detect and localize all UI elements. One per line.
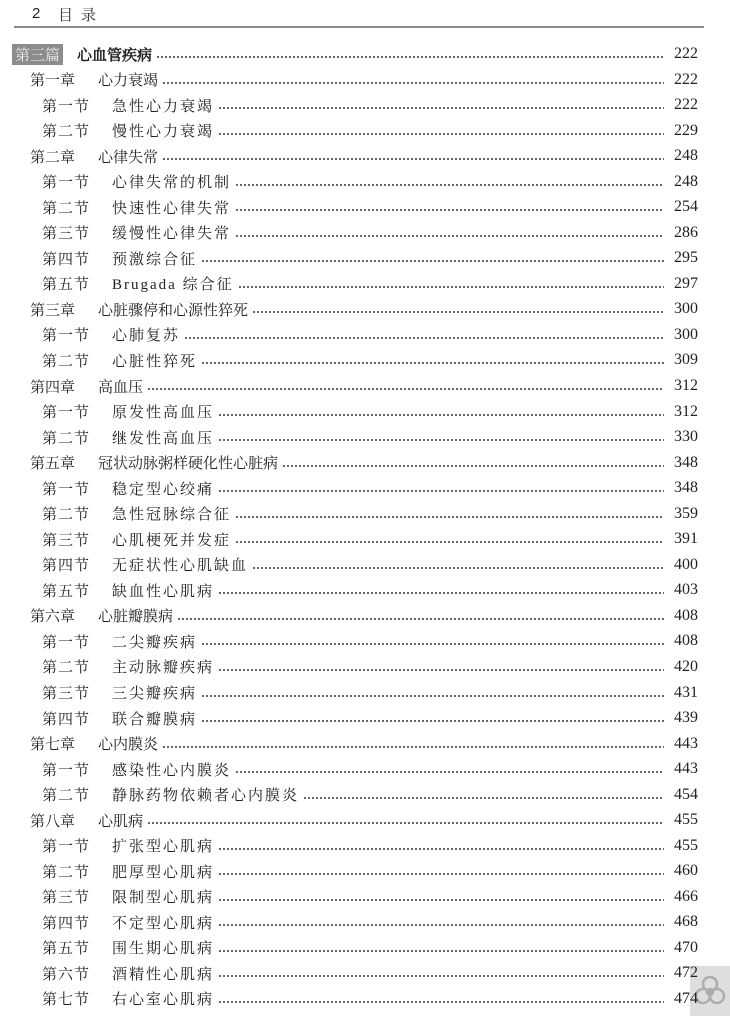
entry-title: 不定型心肌病 — [112, 915, 215, 932]
entry-page-number: 330 — [674, 428, 698, 446]
entry-label: 第四节 — [42, 711, 91, 728]
dot-leader — [218, 898, 664, 902]
toc-entry-chapter[interactable] — [30, 808, 698, 832]
entry-label: 第五章 — [30, 456, 76, 473]
dot-leader — [303, 796, 664, 800]
dot-leader — [201, 259, 664, 263]
toc-entry-chapter[interactable] — [30, 144, 698, 168]
entry-title: 冠状动脉粥样硬化性心脏病 — [98, 456, 279, 473]
entry-title: 扩张型心肌病 — [112, 839, 215, 856]
entry-label: 第二节 — [42, 353, 91, 370]
entry-page-number: 454 — [674, 785, 698, 803]
entry-label: 第一节 — [42, 762, 91, 779]
entry-title: 心脏性猝死 — [112, 353, 198, 370]
entry-title: 高血压 — [98, 379, 144, 396]
entry-label: 第五节 — [42, 277, 91, 294]
entry-title: 慢性心力衰竭 — [112, 124, 215, 141]
dot-leader — [218, 1000, 664, 1004]
entry-page-number: 222 — [674, 96, 698, 114]
entry-label: 第二章 — [30, 149, 76, 166]
toc-entry-section[interactable] — [42, 323, 698, 347]
entry-title: 原发性高血压 — [112, 405, 215, 422]
entry-page-number: 248 — [674, 172, 698, 190]
entry-label: 第四节 — [42, 915, 91, 932]
toc-entry-section[interactable] — [42, 195, 698, 219]
toc-entry-section[interactable] — [42, 553, 698, 577]
entry-title: 静脉药物依赖者心内膜炎 — [112, 788, 300, 805]
toc-entry-section[interactable] — [42, 425, 698, 449]
toc-entry-section[interactable] — [42, 961, 698, 985]
entry-page-number: 472 — [674, 964, 698, 982]
dot-leader — [218, 132, 664, 136]
entry-label: 第三节 — [42, 890, 91, 907]
entry-label: 第二节 — [42, 200, 91, 217]
entry-page-number: 466 — [674, 887, 698, 905]
entry-page-number: 300 — [674, 325, 698, 343]
entry-page-number: 359 — [674, 504, 698, 522]
entry-label: 第一节 — [42, 634, 91, 651]
entry-label: 第一节 — [42, 175, 91, 192]
dot-leader — [218, 438, 664, 442]
dot-leader — [218, 106, 664, 110]
entry-page-number: 312 — [674, 402, 698, 420]
dot-leader — [162, 157, 664, 161]
dot-leader — [218, 668, 664, 672]
dot-leader — [162, 745, 664, 749]
entry-label: 第一节 — [42, 481, 91, 498]
entry-title: 肥厚型心肌病 — [112, 864, 215, 881]
dot-leader — [177, 617, 664, 621]
dot-leader — [218, 974, 664, 978]
entry-page-number: 300 — [674, 300, 698, 318]
entry-title: 限制型心肌病 — [112, 890, 215, 907]
dot-leader — [252, 566, 664, 570]
entry-page-number: 431 — [674, 683, 698, 701]
toc-entry-section[interactable] — [42, 655, 698, 679]
entry-page-number: 400 — [674, 555, 698, 573]
toc-entry-section[interactable] — [42, 348, 698, 372]
toc-entry-section[interactable] — [42, 93, 698, 117]
dot-leader — [218, 847, 664, 851]
dot-leader — [238, 285, 664, 289]
entry-title: 心肺复苏 — [112, 328, 181, 345]
entry-page-number: 420 — [674, 657, 698, 675]
entry-label: 第六节 — [42, 966, 91, 983]
toc-entry-section[interactable] — [42, 246, 698, 270]
entry-label: 第二节 — [42, 124, 91, 141]
toc-entry-section[interactable] — [42, 859, 698, 883]
entry-title: 心律失常的机制 — [112, 175, 232, 192]
toc-entry-section[interactable] — [42, 706, 698, 730]
toc-entry-part[interactable] — [12, 42, 698, 66]
entry-label: 第三章 — [30, 302, 76, 319]
entry-title: 联合瓣膜病 — [112, 711, 198, 728]
toc-entry-chapter[interactable] — [30, 374, 698, 398]
entry-title: 预激综合征 — [112, 251, 198, 268]
entry-label: 第一节 — [42, 405, 91, 422]
toc-entry-section[interactable] — [42, 272, 698, 296]
dot-leader — [235, 183, 664, 187]
entry-page-number: 474 — [674, 989, 698, 1007]
entry-label: 第二节 — [42, 788, 91, 805]
entry-page-number: 443 — [674, 760, 698, 778]
entry-label: 第三节 — [42, 532, 91, 549]
entry-title: 缓慢性心律失常 — [112, 226, 232, 243]
toc-entry-section[interactable] — [42, 834, 698, 858]
entry-title: 二尖瓣疾病 — [112, 634, 198, 651]
entry-label: 第二节 — [42, 864, 91, 881]
toc-entry-section[interactable] — [42, 885, 698, 909]
entry-title: 心力衰竭 — [98, 73, 159, 90]
dot-leader — [218, 489, 664, 493]
entry-label: 第一章 — [30, 73, 76, 90]
entry-title: 酒精性心肌病 — [112, 966, 215, 983]
toc-entry-section[interactable] — [42, 578, 698, 602]
entry-page-number: 455 — [674, 836, 698, 854]
entry-title: Brugada 综合征 — [112, 277, 234, 294]
entry-title: 心肌病 — [98, 813, 144, 830]
toc-entry-section[interactable] — [42, 221, 698, 245]
header-title: 目录 — [58, 7, 105, 24]
toc-entry-section[interactable] — [42, 987, 698, 1011]
toc-entry-chapter[interactable] — [30, 451, 698, 475]
entry-label: 第一节 — [42, 328, 91, 345]
dot-leader — [235, 234, 664, 238]
entry-label: 第二节 — [42, 430, 91, 447]
dot-leader — [218, 872, 664, 876]
page-number: 2 — [32, 5, 41, 22]
entry-label: 第七章 — [30, 737, 76, 754]
entry-title: 稳定型心绞痛 — [112, 481, 215, 498]
entry-title: 主动脉瓣疾病 — [112, 660, 215, 677]
entry-page-number: 408 — [674, 632, 698, 650]
dot-leader — [235, 540, 664, 544]
entry-title: 围生期心肌病 — [112, 941, 215, 958]
entry-page-number: 222 — [674, 45, 698, 62]
entry-page-number: 297 — [674, 274, 698, 292]
entry-page-number: 248 — [674, 147, 698, 165]
entry-label: 第三节 — [42, 226, 91, 243]
entry-label: 第七节 — [42, 992, 91, 1009]
entry-title: 心脏瓣膜病 — [98, 609, 174, 626]
dot-leader — [235, 770, 664, 774]
toc-entry-chapter[interactable] — [30, 68, 698, 92]
dot-leader — [235, 208, 664, 212]
entry-title: 缺血性心肌病 — [112, 583, 215, 600]
entry-title: 心内膜炎 — [98, 737, 159, 754]
toc-entry-section[interactable] — [42, 527, 698, 551]
toc-entry-section[interactable] — [42, 681, 698, 705]
entry-title: 无症状性心肌缺血 — [112, 558, 249, 575]
dot-leader — [282, 464, 664, 468]
entry-page-number: 348 — [674, 453, 698, 471]
toc-entry-chapter[interactable] — [30, 297, 698, 321]
toc-entry-section[interactable] — [42, 936, 698, 960]
entry-title: 急性冠脉综合征 — [112, 507, 232, 524]
entry-label: 第六章 — [30, 609, 76, 626]
dot-leader — [184, 336, 664, 340]
entry-page-number: 222 — [674, 70, 698, 88]
entry-title: 心血管疾病 — [77, 46, 153, 64]
toc-entry-section[interactable] — [42, 629, 698, 653]
entry-label: 第一节 — [42, 98, 91, 115]
dot-leader — [201, 719, 664, 723]
toc-entry-section[interactable] — [42, 910, 698, 934]
entry-label: 第四节 — [42, 251, 91, 268]
entry-page-number: 286 — [674, 223, 698, 241]
entry-label: 第五节 — [42, 941, 91, 958]
toc-entry-section[interactable] — [42, 757, 698, 781]
page-header — [14, 0, 704, 28]
entry-label: 第三节 — [42, 686, 91, 702]
entry-label: 第四章 — [30, 379, 76, 396]
entry-label: 第八章 — [30, 813, 76, 830]
entry-title: 急性心力衰竭 — [112, 98, 215, 115]
entry-label: 第二节 — [42, 660, 91, 677]
dot-leader — [201, 361, 664, 365]
dot-leader — [218, 949, 664, 953]
dot-leader — [156, 55, 664, 59]
entry-page-number: 460 — [674, 862, 698, 880]
entry-label: 第五节 — [42, 583, 91, 600]
toc-entry-section[interactable] — [42, 119, 698, 143]
entry-label: 第二节 — [42, 507, 91, 524]
entry-title: 快速性心律失常 — [112, 200, 232, 217]
dot-leader — [218, 923, 664, 927]
entry-page-number: 443 — [674, 734, 698, 752]
dot-leader — [252, 310, 664, 314]
entry-page-number: 468 — [674, 913, 698, 931]
toc-entry-section[interactable] — [42, 476, 698, 500]
entry-title: 心律失常 — [98, 149, 159, 166]
entry-page-number: 254 — [674, 198, 698, 216]
entry-label: 第一节 — [42, 839, 91, 856]
entry-label: 第四节 — [42, 558, 91, 575]
entry-page-number: 455 — [674, 811, 698, 829]
dot-leader — [201, 694, 664, 698]
dot-leader — [201, 642, 664, 646]
entry-label: 第三篇 — [12, 44, 63, 65]
entry-title: 感染性心内膜炎 — [112, 762, 232, 779]
entry-page-number: 403 — [674, 581, 698, 599]
toc-entry-chapter[interactable] — [30, 732, 698, 756]
dot-leader — [147, 387, 664, 391]
entry-title: 继发性高血压 — [112, 430, 215, 447]
toc-entry-section[interactable] — [42, 400, 698, 424]
entry-title: 心脏骤停和心源性猝死 — [98, 302, 249, 319]
dot-leader — [218, 413, 664, 417]
toc-entry-section[interactable] — [42, 783, 698, 807]
entry-title: 右心室心肌病 — [112, 992, 215, 1009]
entry-page-number: 309 — [674, 351, 698, 369]
entry-page-number: 312 — [674, 377, 698, 395]
entry-page-number: 408 — [674, 606, 698, 624]
entry-page-number: 439 — [674, 709, 698, 727]
entry-page-number: 348 — [674, 479, 698, 497]
entry-page-number: 391 — [674, 530, 698, 548]
dot-leader — [162, 81, 664, 85]
entry-page-number: 229 — [674, 121, 698, 139]
entry-page-number: 295 — [674, 249, 698, 267]
entry-title: 三尖瓣疾病 — [112, 686, 198, 702]
toc-entry-section[interactable] — [42, 502, 698, 526]
entry-title: 心肌梗死并发症 — [112, 532, 232, 549]
dot-leader — [147, 821, 664, 825]
toc-entry-chapter[interactable] — [30, 604, 698, 628]
dot-leader — [218, 591, 664, 595]
entry-page-number: 470 — [674, 938, 698, 956]
dot-leader — [235, 515, 664, 519]
toc-entry-section[interactable] — [42, 170, 698, 194]
